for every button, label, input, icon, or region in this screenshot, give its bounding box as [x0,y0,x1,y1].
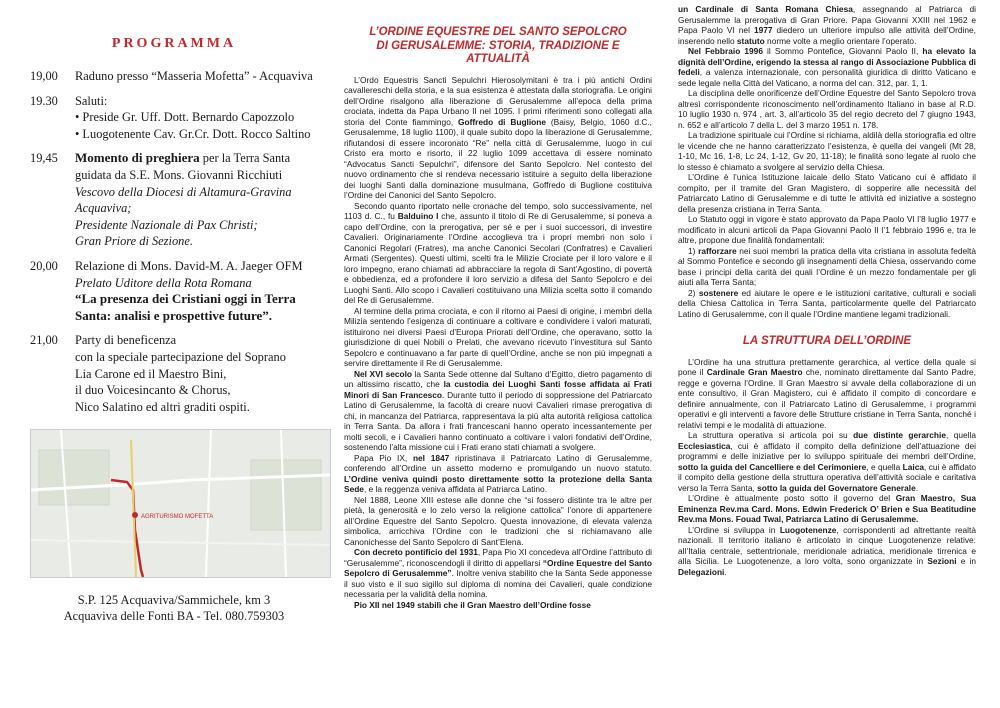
programma-title: PROGRAMMA [111,36,237,51]
body-paragraph: Secondo quanto riportato nelle cronache del tempo, solo successivamente, nel 1103 d. C., fu Balduino I che, assunto il titolo di Re di Gerusalemme, si poneva a capo dell’Ordine, con la prerogativa, per sé e per i suoi successori, di investire Cavalieri. Originariamente l’Ordine accoglieva tra i propri membri non solo i Canonici Regolari (Fratres), ma anche Canonici Secolari (Confratres) e Cavalieri Armati (Sergentes). Questi ultimi, scelti fra le Milizie Crociate per il loro valore e il loro impegno, erano chiamati ad abbracciare la regola di Sant’Agostino, di povertà e obbedienza, ed a profondere il loro servizio a difesa del Santo Sepolcro e dei Luoghi Santi. Allo scopo i Cavalieri costituivano una Milizia scelta sotto il comando del Re di Gerusalemme. [344,200,652,305]
ordine-title-line: L’ORDINE EQUESTRE DEL SANTO SEPOLCRO [369,26,627,38]
map-label: AGRITURISMO MOFETTA [141,514,214,521]
struttura-text [678,357,976,578]
address [30,592,318,624]
body-paragraph: La tradizione spirituale cui l’Ordine si richiama, aldilà della storiografia ed oltre le vicende che ne hanno caratterizzato l’esistenza, è quella dei vangeli (Mt 28, 1-10, Mc 16, 1-8, Lc 24, 1-12, Gv 20, 11-18); le finalità sono legate al ruolo che lo stesso è chiamato a svolgere al servizio della Chiesa. [678,130,976,172]
ordine-title-line: DI GERUSALEMME: STORIA, TRADIZIONE E ATTUALITÀ [376,39,620,65]
body-paragraph: L’Ordine si sviluppa in Luogotenenze, corrispondenti ad altrettante realtà nazionali. Il territorio italiano è articolato in cinque Luogotenenze relative: all’Italia centrale, settentrionale, meridionale adriatica, meridionale tirrenica e alla Sicilia. Le Luogotenenze, a loro volta, sono organizzate in Sezioni e in Delegazioni. [678,524,976,577]
program-entry [30,332,318,415]
entry-italic: Prelato Uditore della Rota Romana [75,275,252,290]
entry-italic: Gran Priore di Sezione. [75,234,193,249]
ordine-title [344,26,652,67]
entry-line: Lia Carone ed il Maestro Bini, [75,366,227,381]
body-paragraph: Papa Pio IX, nel 1847 ripristinava il Patriarcato Latino di Gerusalemme, conferendo all’Ordine un assetto moderno e promulgando un nuovo statuto. L’Ordine veniva quindi posto direttamente sotto la protezione della Santa Sede, e la reggenza veniva affidata al Patriarca Latino. [344,452,653,494]
entry-line: • Luogotenente Cav. Gr.Cr. Dott. Rocco Saltino [75,126,311,141]
entry-line: Saluti: [75,93,108,108]
entry-italic: Presidente Nazionale di Pax Christi; [75,217,258,232]
entry-line: Nico Salatino ed altri graditi ospiti. [75,399,250,414]
body-paragraph: La disciplina delle onorificenze dell’Ordine Equestre del Santo Sepolcro trova altresì corrispondente riconoscimento nell’ordinamento Italiano in base al R.D. 10 luglio 1930 n. 974 , art. 3, all’articolo 35 del regio decreto del 7 giugno 1943, n. 652 e all’articolo 7 della L. del 3 marzo 1951 n. 178. [678,88,976,130]
program-entry [30,258,318,324]
map-graphic [31,430,330,577]
ordine-panel [334,0,666,708]
entry-line: Raduno presso “Masseria Mofetta” - Acquaviva [75,69,313,83]
location-map [30,429,331,578]
entry-time: 19,45 [30,151,58,166]
body-paragraph: Nel Febbraio 1996 il Sommo Pontefice, Giovanni Paolo II, ha elevato la dignità dell’Ordine, erigendo la stessa al rango di Associazione Pubblica di fedeli, a valenza internazionale, con personalità giuridica di diritto Vaticano e sede legale nella Città del Vaticano, a norma del can. 312, par. 1, 1. [678,46,977,88]
struttura-title: LA STRUTTURA DELL’ORDINE [742,335,912,347]
body-paragraph: un Cardinale di Santa Romana Chiesa, assegnando al Patriarca di Gerusalemme la prerogativa di Gran Priore. Papa Giovanni XXIII nel 1962 e Papa Paolo VI nel 1977 diedero un ulteriore impulso alle attività dell’Ordine, inserendo nello statuto norme volte a meglio orientare l’operato. [678,4,977,46]
entry-line: • Preside Gr. Uff. Dott. Bernardo Capozzolo [75,110,295,125]
entry-time: 20,00 [30,258,58,273]
entry-time: 21,00 [30,333,58,348]
entry-line: Party di beneficenza [75,333,177,348]
entry-lead [75,150,318,167]
body-paragraph: Nel 1888, Leone XIII estese alle donne che “si fossero distinte tra le altre per pietà, la generosità e lo zelo verso la religione cattolica” l’onore di appartenere all’Ordine Equestre del Santo Sepolcro. Questa innovazione, di elevata valenza simbolica, arricchiva l’Ordine con le tradizioni che si richiamavano alle Canonichesse del Santo Sepolcro di Sant’Elena. [344,494,652,547]
body-paragraph: Pio XII nel 1949 stabilì che il Gran Maestro dell’Ordine fosse [354,599,591,610]
body-paragraph: Lo Statuto oggi in vigore è stato approvato da Papa Paolo VI l’8 luglio 1977 e modificato in alcuni articoli da Papa Giovanni Paolo II l’1 febbraio 1996 e, tra le altre, propone due finalità fondamentali: [678,214,976,245]
entry-time: 19,00 [30,69,58,83]
body-paragraph: L’Ordo Equestris Sancti Sepulchri Hierosolymitani è tra i più antichi Ordini cavallereschi della storia, e la sua esistenza è attestata dalla storiografia. Le origini dell’Ordine risalgono alla liberazione di Gerusalemme all’epoca della prima crociata, indetta da Papa Urbano II nel 1095. I primi riferimenti sono collegati alla storia del Conte fiammingo, Goffredo di Buglione (Baisy, Belgio, 1060 d.C., Gerusalemme, 18 luglio 1100), il quale subito dopo la liberazione di Gerusalemme, rifiutandosi di essere incoronato “Re” nella città di Gerusalemme, luogo in cui Cristo era morto e risorto, il 22 luglio 1099 accettava di essere nominato “Advocatus Sancti Sepulchri”, difensore del Santo Sepolcro. Nel contesto del nuovo ordinamento che si rendeva necessario istituire a seguito della liberazione dei luoghi Santi dalla dominazione musulmana, Goffredo di Buglione costituiva l’Ordine dei Canonici del Santo Sepolcro. [344,74,652,200]
body-paragraph: La struttura operativa si articola poi su due distinte gerarchie, quella Ecclesiastica, cui è affidato il compito della definizione dell’attuazione dei programmi e delle iniziative per lo sviluppo spirituale dei membri dell’Ordine, sotto la guida del Cancelliere e del Cerimoniere, e quella Laica, cui è affidato il compito della gestione della struttura operativa dell’attività sociale e caritativa verso la Terra Santa, sotto la guida del Governatore Generale. [678,430,976,493]
entry-line: il duo Voicesincanto & Chorus, [75,383,231,398]
body-paragraph: L’Ordine ha una struttura prettamente gerarchica, al vertice della quale si pone il Cardinale Gran Maestro che, nominato direttamente dal Santo Padre, regge e governa l’Ordine. Il Gran Maestro si avvale della collaborazione di un ente consultivo, il Gran Magistero, cui è affidato il compito di concordare e definire annualmente, con il Patriarcato Latino di Gerusalemme, i programmi operativi e gli interventi a favore delle Strutture cristiane in Terra Santa, nonché i relativi tempi e le modalità di attuazione. [678,356,976,430]
body-paragraph: Nel XVI secolo la Santa Sede ottenne dal Sultano d’Egitto, dietro pagamento di un altissimo riscatto, che la custodia dei Luoghi Santi fosse affidata ai Frati Minori di San Francesco. Durante tutto il periodo di soppressione del Patriarcato Latino di Gerusalemme, la facoltà di creare nuovi Cavalieri rimase prerogativa di chi, in mancanza del Patriarca, rappresentava la più alta autorità religiosa cattolica in Terra Santa. Da allora i frati francescani hanno operato incessantemente per molti secoli, e i Cavalieri hanno continuato a coltivare i valori fondativi dell’Ordine, sostenendo l’alta missione cui i Frati erano stati chiamati a svolgere. [344,368,653,452]
entry-time: 19.30 [30,93,58,108]
body-paragraph: L’Ordine è l’unica Istituzione laicale dello Stato Vaticano cui è affidato il compito, per il tramite del Gran Magistero, di sopperire alle necessità del Patriarcato Latino di Gerusalemme e di tutte le attività ed iniziative a sostegno della presenza cristiana in Terra Santa. [678,172,976,214]
program-entry [30,93,318,143]
entry-lead-bold: Momento di preghiera [75,150,200,166]
program-entry [30,150,318,250]
entry-line: con la speciale partecipazione del Soprano [75,349,286,364]
entry-line: Relazione di Mons. David-M. A. Jaeger OFM [75,258,303,273]
entry-italic: Acquaviva; [75,201,132,216]
ordine-text [344,75,652,611]
struttura-panel [666,0,1000,708]
body-paragraph: 2) sostenere ed aiutare le opere e le istituzioni caritative, culturali e sociali della Chiesa Cattolica in Terra Santa, particolarmente quelle del Patriarcato Latino di Gerusalemme, con il quale l’Ordine mantiene legami tradizionali. [678,287,976,319]
body-paragraph: 1) rafforzare nei suoi membri la pratica della vita cristiana in assoluta fedeltà al Sommo Pontefice e secondo gli insegnamenti della Chiesa, osservando come base i principi della carità dei quali l’Ordine è un mezzo fondamentale per gli aiuti alla Terra Santa; [678,245,976,287]
entry-bold: “La presenza dei Cristiani oggi in Terra Santa: analisi e prospettive future”. [75,291,296,323]
body-paragraph: Con decreto pontificio del 1931, Papa Pio XI concedeva all’Ordine l’attributo di “Gerusalemme”, riconoscendogli il diritto di appellarsi “Ordine Equestre del Santo Sepolcro di Gerusalemme”. Inoltre veniva stabilito che la Santa Sede apponesse il suo visto e il suo sigillo sul diploma di nomina dei Cavalieri, quale condizione necessaria per la validità della nomina. [344,547,652,599]
body-paragraph: Al termine della prima crociata, e con il ritorno ai Paesi di origine, i membri della Milizia sentendo l’esigenza di continuare a coltivare e condividere i valori maturati, istituirono nei diversi Paesi d’Europa Priorati dell’Ordine, che operavano, sotto la giurisdizione di quei Nobili o Prelati, che avevano ricevuto l’investitura sul Santo Sepolcro e continuavano a far parte di quell’Ordine, anche se non più impegnati a servire direttamente il Re di Gerusalemme. [344,305,652,368]
entry-italic: Vescovo della Diocesi di Altamura-Gravina [75,184,292,199]
entry-line: guidata da S.E. Mons. Giovanni Ricchiuti [75,167,283,182]
entry-lead-rest: per la Terra Santa [199,151,291,166]
address-line2: Acquaviva delle Fonti BA - Tel. 080.759303 [63,609,285,624]
ordine-text-continued [678,4,976,319]
programma-panel [0,0,334,708]
body-paragraph: L’Ordine è attualmente posto sotto il governo del Gran Maestro, Sua Eminenza Rev.ma Card. Mons. Edwin Frederick O’ Brien e Sua Beatitudine Rev.ma Mons. Fouad Twal, Patriarca Latino di Gerusalemme. [678,493,976,524]
address-line1: S.P. 125 Acquaviva/Sammichele, km 3 [77,593,271,608]
program-entry [30,68,318,85]
